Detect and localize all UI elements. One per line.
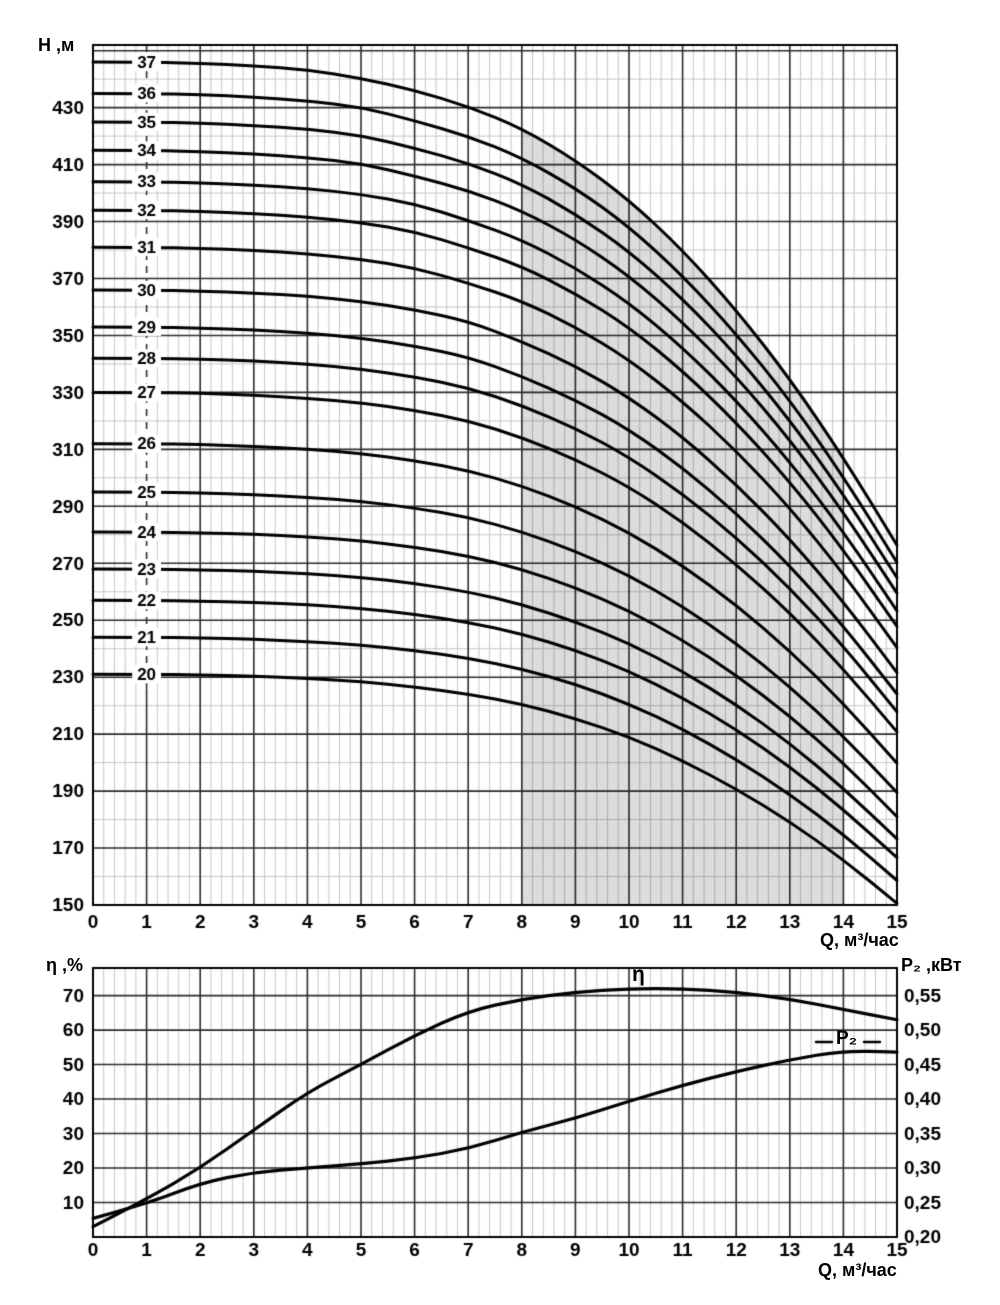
p2-curve-label: P₂ bbox=[836, 1028, 858, 1049]
eta-curve-label: η bbox=[632, 963, 645, 986]
q-axis-label-top: Q, м³/час bbox=[820, 930, 899, 950]
h-axis-label: H ,м bbox=[38, 35, 75, 55]
p2-axis-label: P₂ ,кВт bbox=[901, 955, 962, 975]
eta-axis-label: η ,% bbox=[46, 955, 84, 975]
efficiency-power-chart-canvas bbox=[0, 950, 1000, 1305]
q-axis-label-bottom: Q, м³/час bbox=[818, 1260, 897, 1280]
